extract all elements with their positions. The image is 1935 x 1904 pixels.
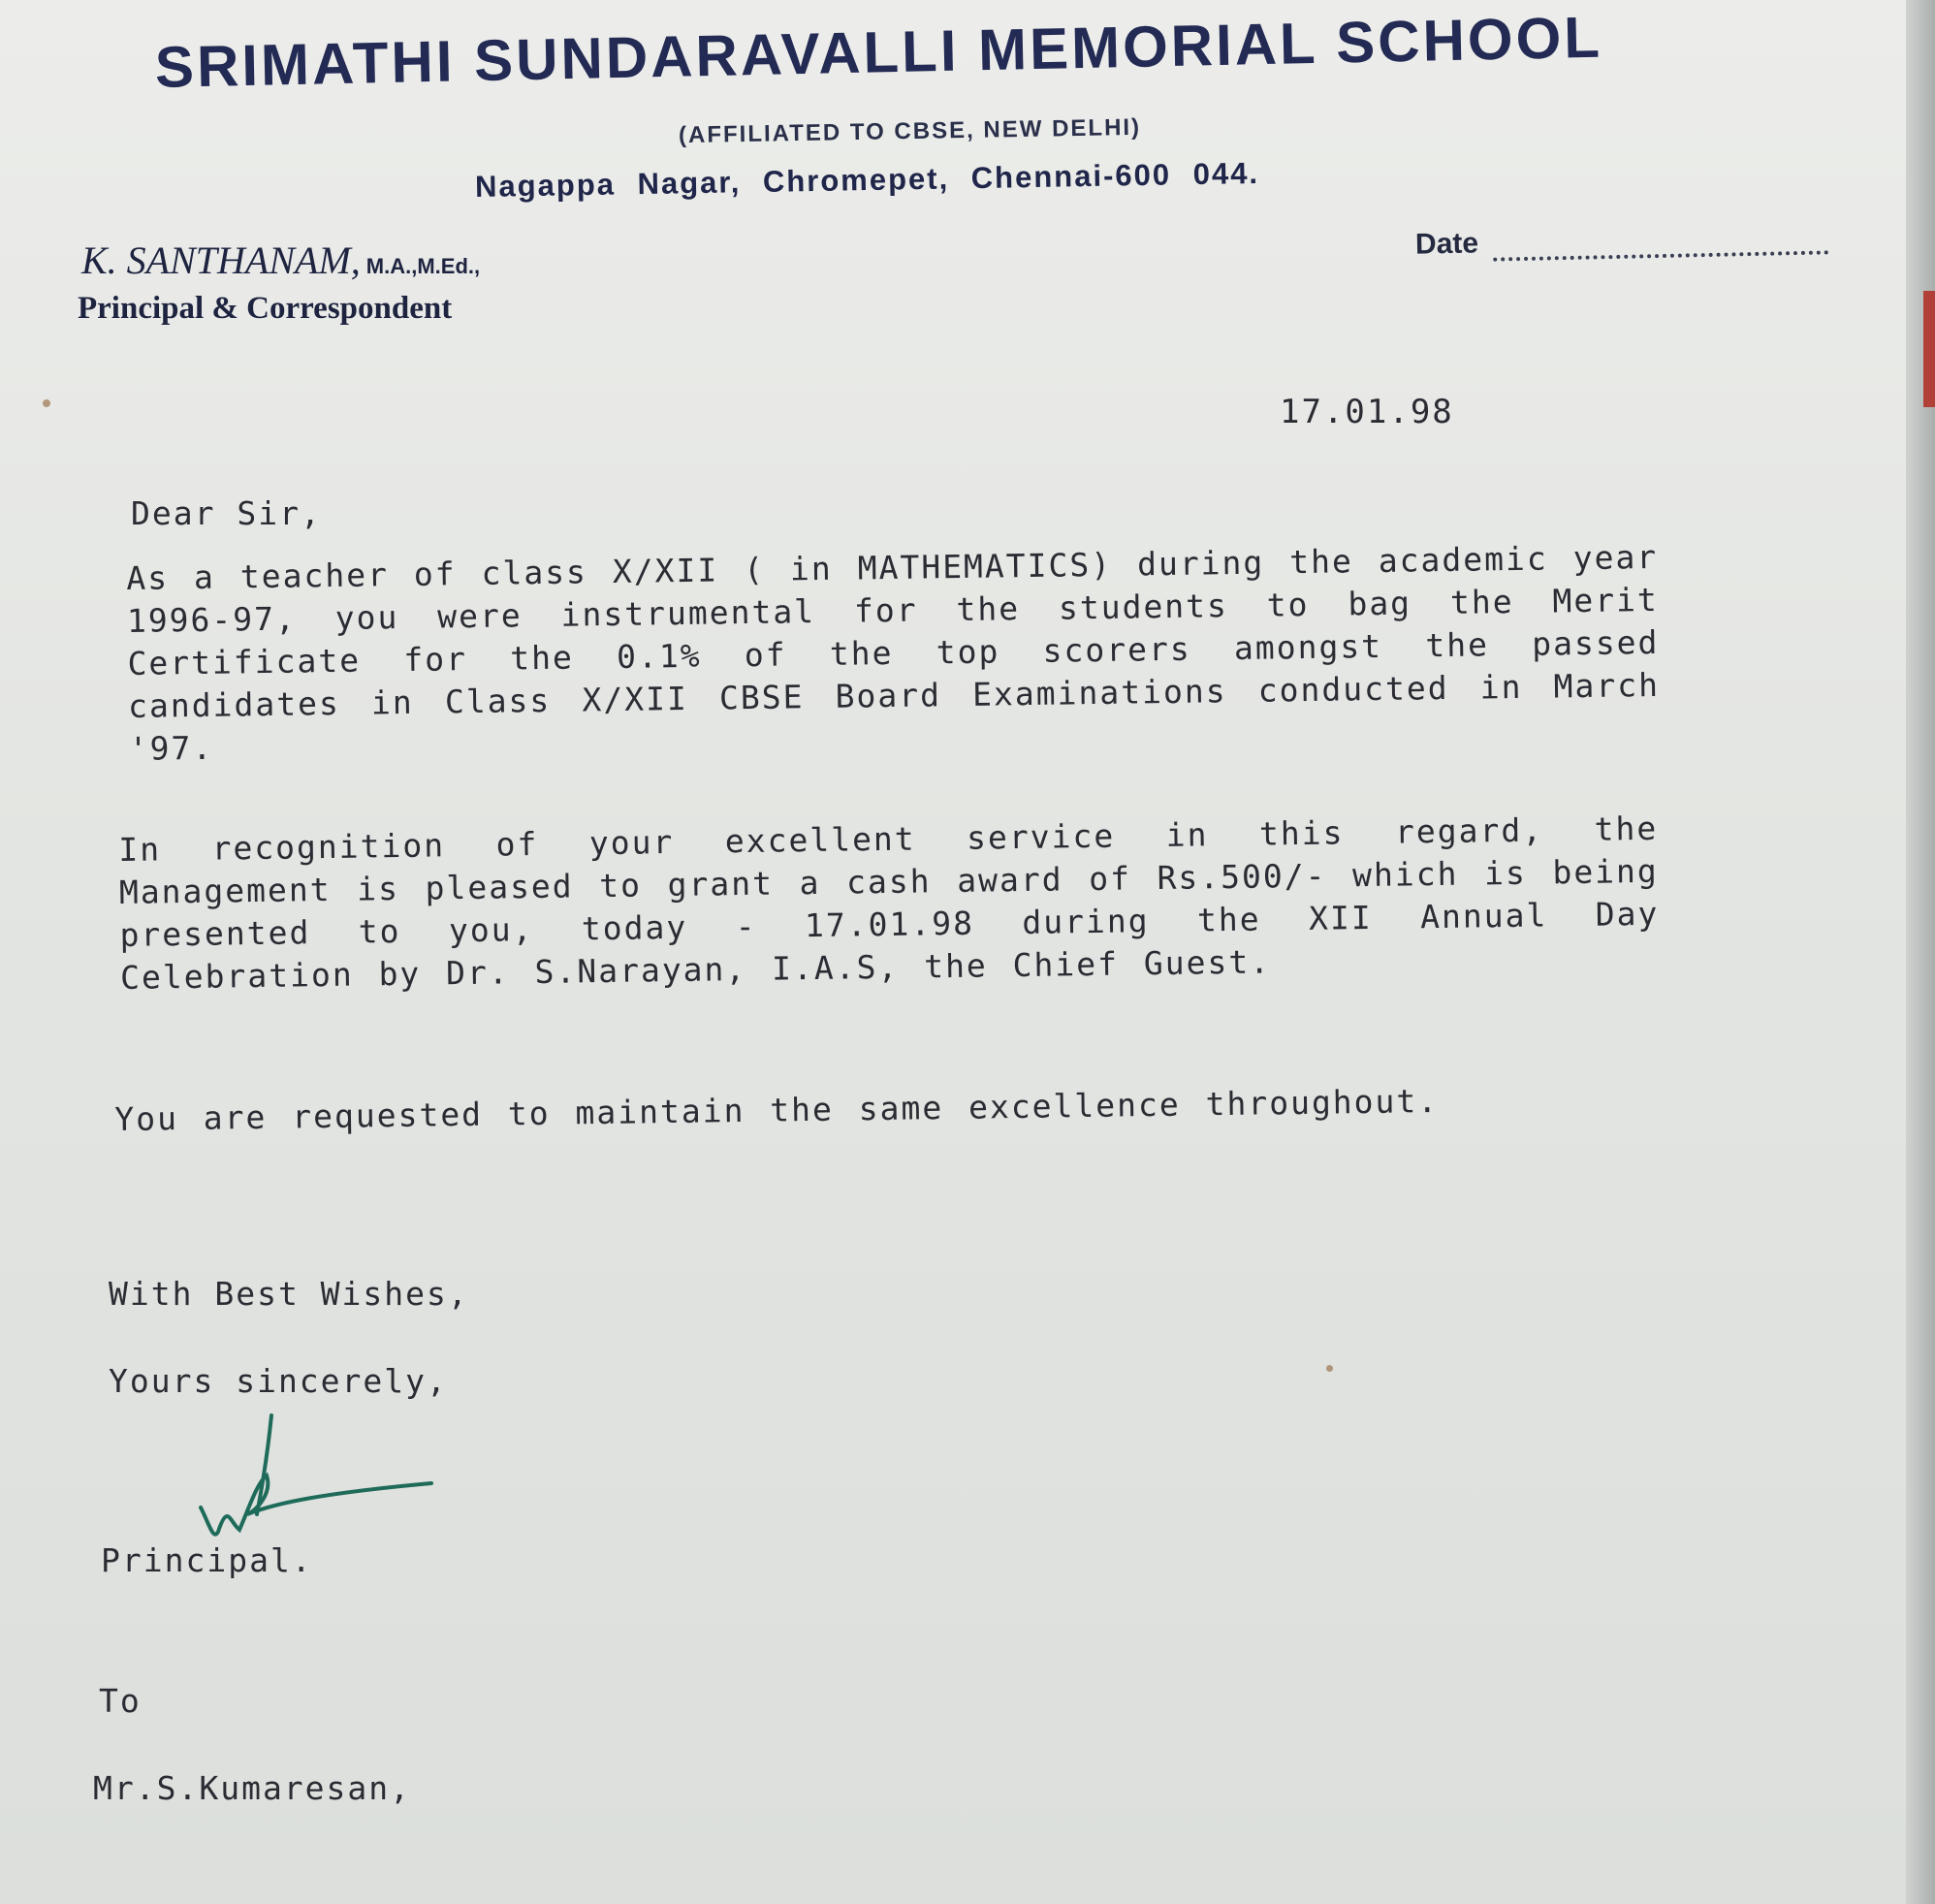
paragraph-3: You are requested to maintain the same excellence throughout. [114,1081,1440,1138]
date-dotted-line [1493,229,1828,261]
principal-title: Principal & Correspondent [78,291,453,326]
principal-qualifications: M.A.,M.Ed., [365,254,481,278]
paper-speck [43,399,50,407]
signature [189,1406,441,1561]
paper-speck [1326,1365,1333,1372]
letterhead [0,0,1935,349]
signatory: Principal. [101,1541,313,1579]
salutation: Dear Sir, [131,494,322,532]
principal-name-line [81,238,480,283]
school-address: Nagappa Nagar, Chromepet, Chennai-600 044. [474,155,1260,205]
closing: With Best Wishes, [109,1275,469,1313]
to-label: To [99,1682,142,1720]
paragraph-2: In recognition of your excellent service in this regard, the Management is pleased to grant a cash award of Rs.500/- which is being presented to you, today - 17.01.98 during the XII Annual Day Celebration by Dr. S.Narayan, I.A.S, the Chief Guest. [118,809,1660,997]
school-name: SRIMATHI SUNDARAVALLI MEMORIAL SCHOOL [154,4,1603,100]
sign-off: Yours sincerely, [109,1362,448,1400]
principal-name: K. SANTHANAM, [81,238,361,282]
letter-date: 17.01.98 [1280,393,1454,431]
date-label: Date [1414,227,1479,261]
affiliation-line: (AFFILIATED TO CBSE, NEW DELHI) [678,113,1142,149]
recipient-name: Mr.S.Kumaresan, [93,1769,412,1807]
paragraph-1: As a teacher of class X/XII ( in MATHEMATICS) during the academic year 1996-97, you were instrumental for the students to bag the Merit Certificate for the 0.1% of the top scorers amongst the passed candidates in Class X/XII CBSE Board Examinations conducted in March '97. [126,537,1661,768]
